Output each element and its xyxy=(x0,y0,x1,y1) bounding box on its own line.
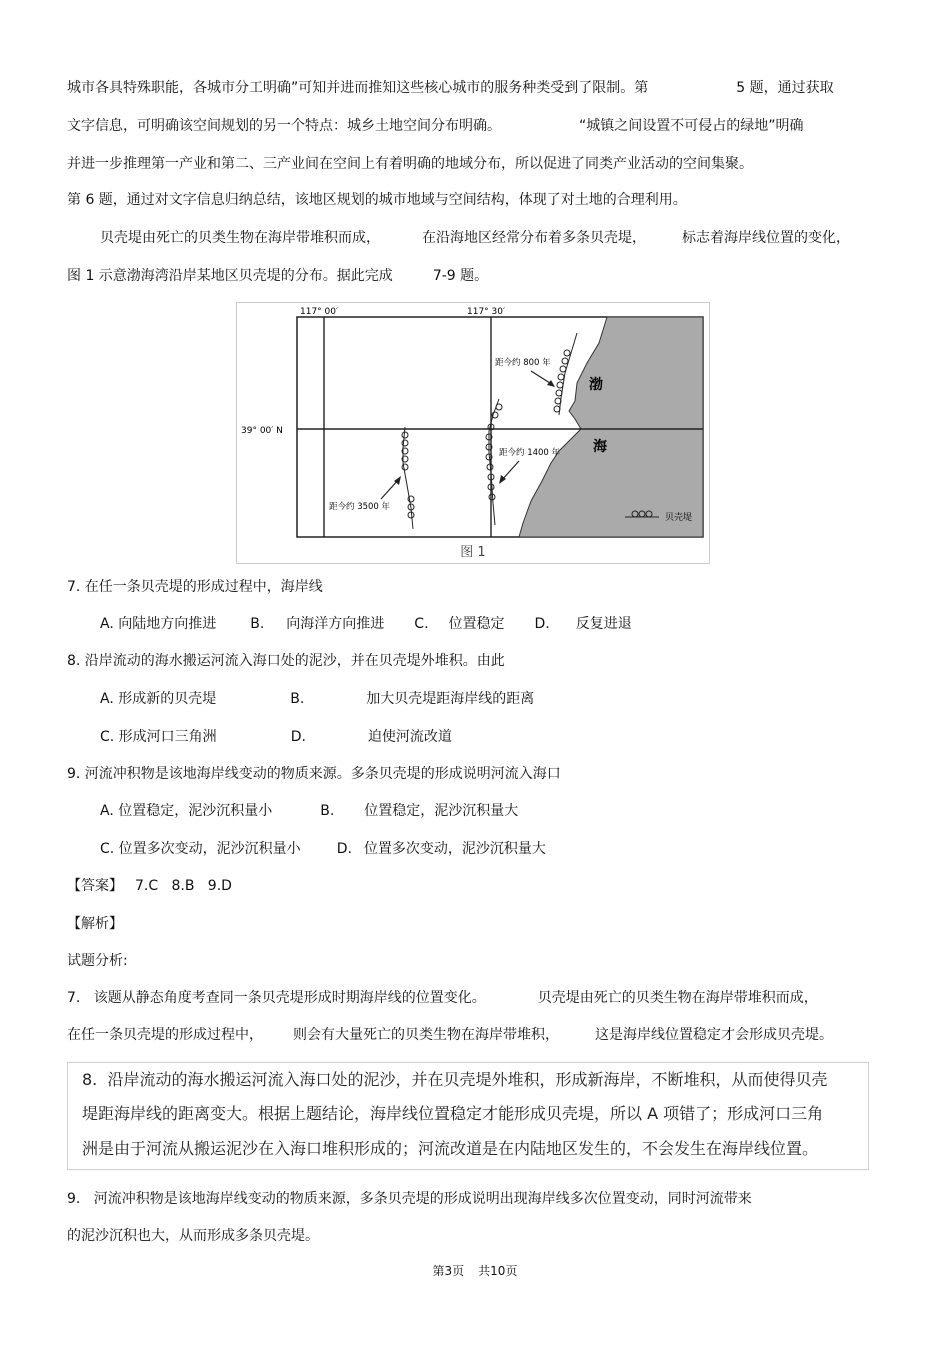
analysis-q7-line1: 7. 该题从静态角度考查同一条贝壳堤形成时期海岸线的位置变化。 贝壳堤由死亡的贝类生物在海岸带堆积而成， xyxy=(67,990,818,1006)
figure-caption: 图 1 xyxy=(460,545,486,560)
q8-options-row2: C. 形成河口三角洲 D. 迫使河流改道 xyxy=(100,729,452,745)
q7-stem: 7. 在任一条贝壳堤的形成过程中，海岸线 xyxy=(67,579,323,595)
intro-line-1: 城市各具特殊职能，各城市分工明确”可知并进而推知这些核心城市的服务种类受到了限制。第 5 题，通过获取 xyxy=(67,80,834,96)
answer: 【答案】 7.C 8.B 9.D xyxy=(67,878,232,894)
analysis-q7-line2: 在任一条贝壳堤的形成过程中， 则会有大量死亡的贝类生物在海岸带堆积， 这是海岸线位置稳定才会形成贝壳堤。 xyxy=(67,1027,833,1043)
analysis-q8-image-block xyxy=(67,1062,869,1170)
page-footer: 第3页 共10页 xyxy=(432,1264,518,1278)
analysis-q8-line2: 堤距海岸线的距离变大。根据上题结论，海岸线位置稳定才能形成贝壳堤，所以 A 项错了；形成河口三角 xyxy=(82,1104,824,1123)
analysis-q8-line3: 洲是由于河流从搬运泥沙在入海口堆积形成的；河流改道是在内陆地区发生的，不会发生在海岸线位置。 xyxy=(82,1139,819,1158)
sea-char-1: 渤 xyxy=(589,377,603,393)
intro-line-4: 第 6 题，通过对文字信息归纳总结，该地区规划的城市地域与空间结构，体现了对土地的合理利用。 xyxy=(67,192,687,208)
q8-options-row1: A. 形成新的贝壳堤 B. 加大贝壳堤距海岸线的距离 xyxy=(100,691,535,707)
material-line-1: 贝壳堤由死亡的贝类生物在海岸带堆积而成， 在沿海地区经常分布着多条贝壳堤， 标志着海岸线位置的变化， xyxy=(100,230,850,246)
figure-1-map xyxy=(236,302,710,564)
q9-options-row2: C. 位置多次变动，泥沙沉积量小 D. 位置多次变动，泥沙沉积量大 xyxy=(100,841,546,857)
material-line-2: 图 1 示意渤海湾沿岸某地区贝壳堤的分布。据此完成 7-9 题。 xyxy=(67,268,489,284)
analysis-q9-line1: 9. 河流冲积物是该地海岸线变动的物质来源，多条贝壳堤的形成说明出现海岸线多次位置变动，同时河流带来 xyxy=(67,1191,752,1207)
sea-char-2: 海 xyxy=(593,439,607,455)
intro-line-2: 文字信息，可明确该空间规划的另一个特点：城乡土地空间分布明确。 “城镇之间设置不可侵占的绿地”明确 xyxy=(67,118,804,134)
lat-label: 39° 00′ N xyxy=(241,426,283,436)
lon-label-2: 117° 30′ xyxy=(467,307,506,317)
q7-options: A. 向陆地方向推进 B. 向海洋方向推进 C. 位置稳定 D. 反复进退 xyxy=(100,616,632,632)
q8-stem: 8. 沿岸流动的海水搬运河流入海口处的泥沙，并在贝壳堤外堆积。由此 xyxy=(67,653,505,669)
label-1400: 距今约 1400 年 xyxy=(499,448,561,458)
lon-label-1: 117° 00′ xyxy=(300,307,339,317)
legend-label: 贝壳堤 xyxy=(665,513,693,523)
label-800: 距今约 800 年 xyxy=(495,358,551,368)
shell-ridge-map xyxy=(237,303,709,563)
label-3500: 距今约 3500 年 xyxy=(329,502,391,512)
q9-options-row1: A. 位置稳定，泥沙沉积量小 B. 位置稳定，泥沙沉积量大 xyxy=(100,803,519,819)
q9-stem: 9. 河流冲积物是该地海岸线变动的物质来源。多条贝壳堤的形成说明河流入海口 xyxy=(67,766,561,782)
analysis-q8-line1: 8. 沿岸流动的海水搬运河流入海口处的泥沙，并在贝壳堤外堆积，形成新海岸，不断堆积，从而使得贝壳 xyxy=(82,1070,828,1089)
analysis-q9-line2: 的泥沙沉积也大，从而形成多条贝壳堤。 xyxy=(67,1228,319,1244)
analysis-label: 【解析】 xyxy=(67,916,123,932)
intro-line-3: 并进一步推理第一产业和第二、三产业间在空间上有着明确的地域分布，所以促进了同类产业活动的空间集聚。 xyxy=(67,156,753,172)
analysis-sub: 试题分析: xyxy=(67,953,128,969)
